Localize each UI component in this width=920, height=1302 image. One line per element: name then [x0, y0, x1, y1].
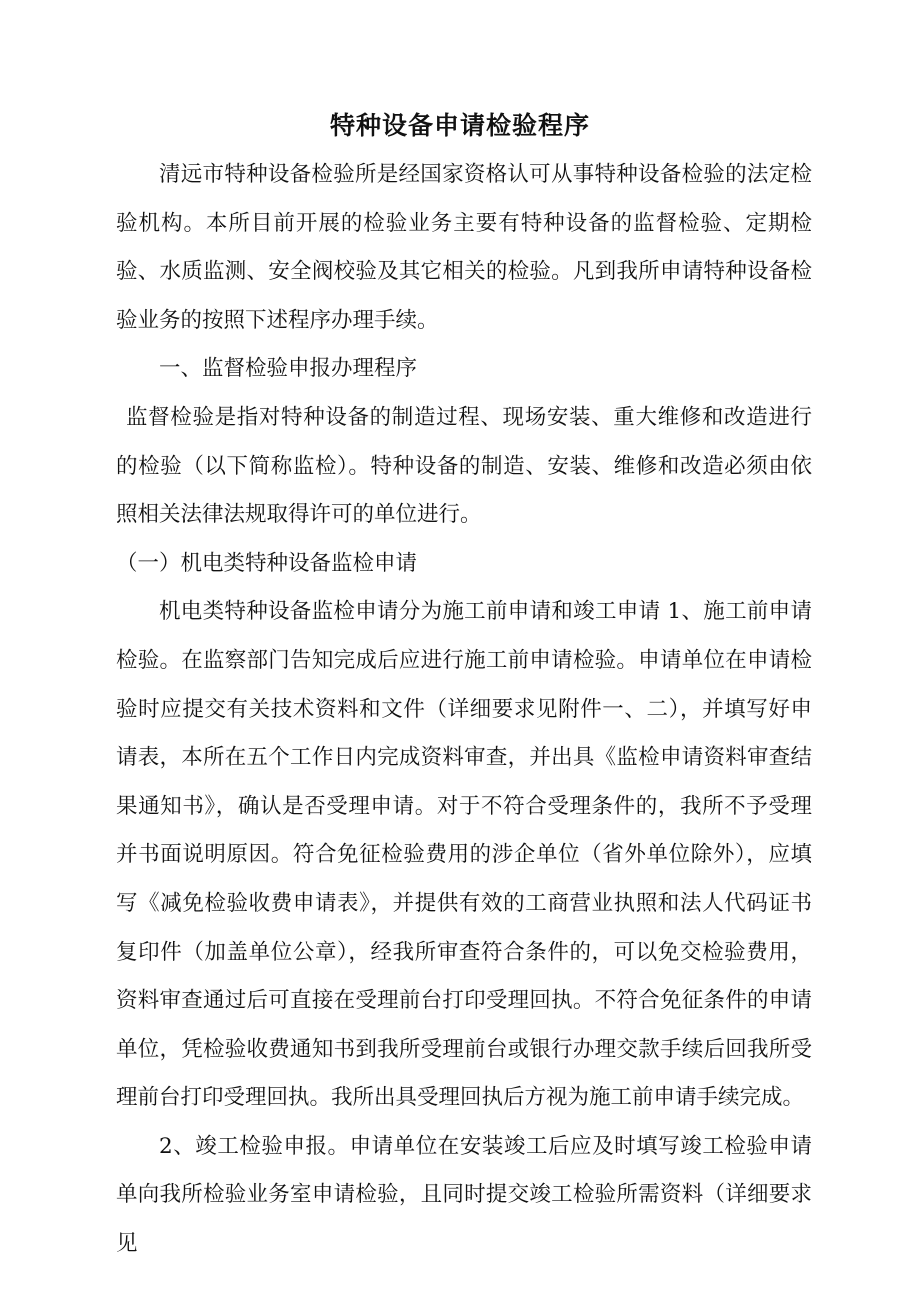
document-title: 特种设备申请检验程序: [329, 111, 590, 140]
completion-inspection-paragraph: 2、竣工检验申报。申请单位在安装竣工后应及时填写竣工检验申请单向我所检验业务室申请检验，且同时提交竣工检验所需资料（详细要求见: [116, 1133, 812, 1257]
supervision-definition-paragraph: 监督检验是指对特种设备的制造过程、现场安装、重大维修和改造进行的检验（以下简称监检）。特种设备的制造、安装、维修和改造必须由依照相关法律法规取得许可的单位进行。: [116, 404, 812, 528]
intro-paragraph: 清远市特种设备检验所是经国家资格认可从事特种设备检验的法定检验机构。本所目前开展的检验业务主要有特种设备的监督检验、定期检验、水质监测、安全阀校验及其它相关的检验。凡到我所申请特种设备检验业务的按照下述程序办理手续。: [116, 162, 812, 333]
section-heading-supervision: 一、监督检验申报办理程序: [159, 356, 418, 382]
subsection-heading-electromechanical: （一）机电类特种设备监检申请: [116, 550, 418, 576]
pre-construction-application-paragraph: 机电类特种设备监检申请分为施工前申请和竣工申请 1、施工前申请检验。在监察部门告知完成后应进行施工前申请检验。申请单位在申请检验时应提交有关技术资料和文件（详细要求见附件一、二），并填写好申请表，本所在五个工作日内完成资料审查，并出具《监检申请资料审查结果通知书》，确认是否受理申请。对于不符合受理条件的，我所不予受理并书面说明原因。符合免征检验费用的涉企单位（省外单位除外），应填写《减免检验收费申请表》，并提供有效的工商营业执照和法人代码证书复印件（加盖单位公章），经我所审查符合条件的，可以免交检验费用，资料审查通过后可直接在受理前台打印受理回执。不符合免征条件的申请单位，凭检验收费通知书到我所受理前台或银行办理交款手续后回我所受理前台打印受理回执。我所出具受理回执后方视为施工前申请手续完成。: [116, 599, 812, 1111]
document-body: [116, 151, 812, 1269]
